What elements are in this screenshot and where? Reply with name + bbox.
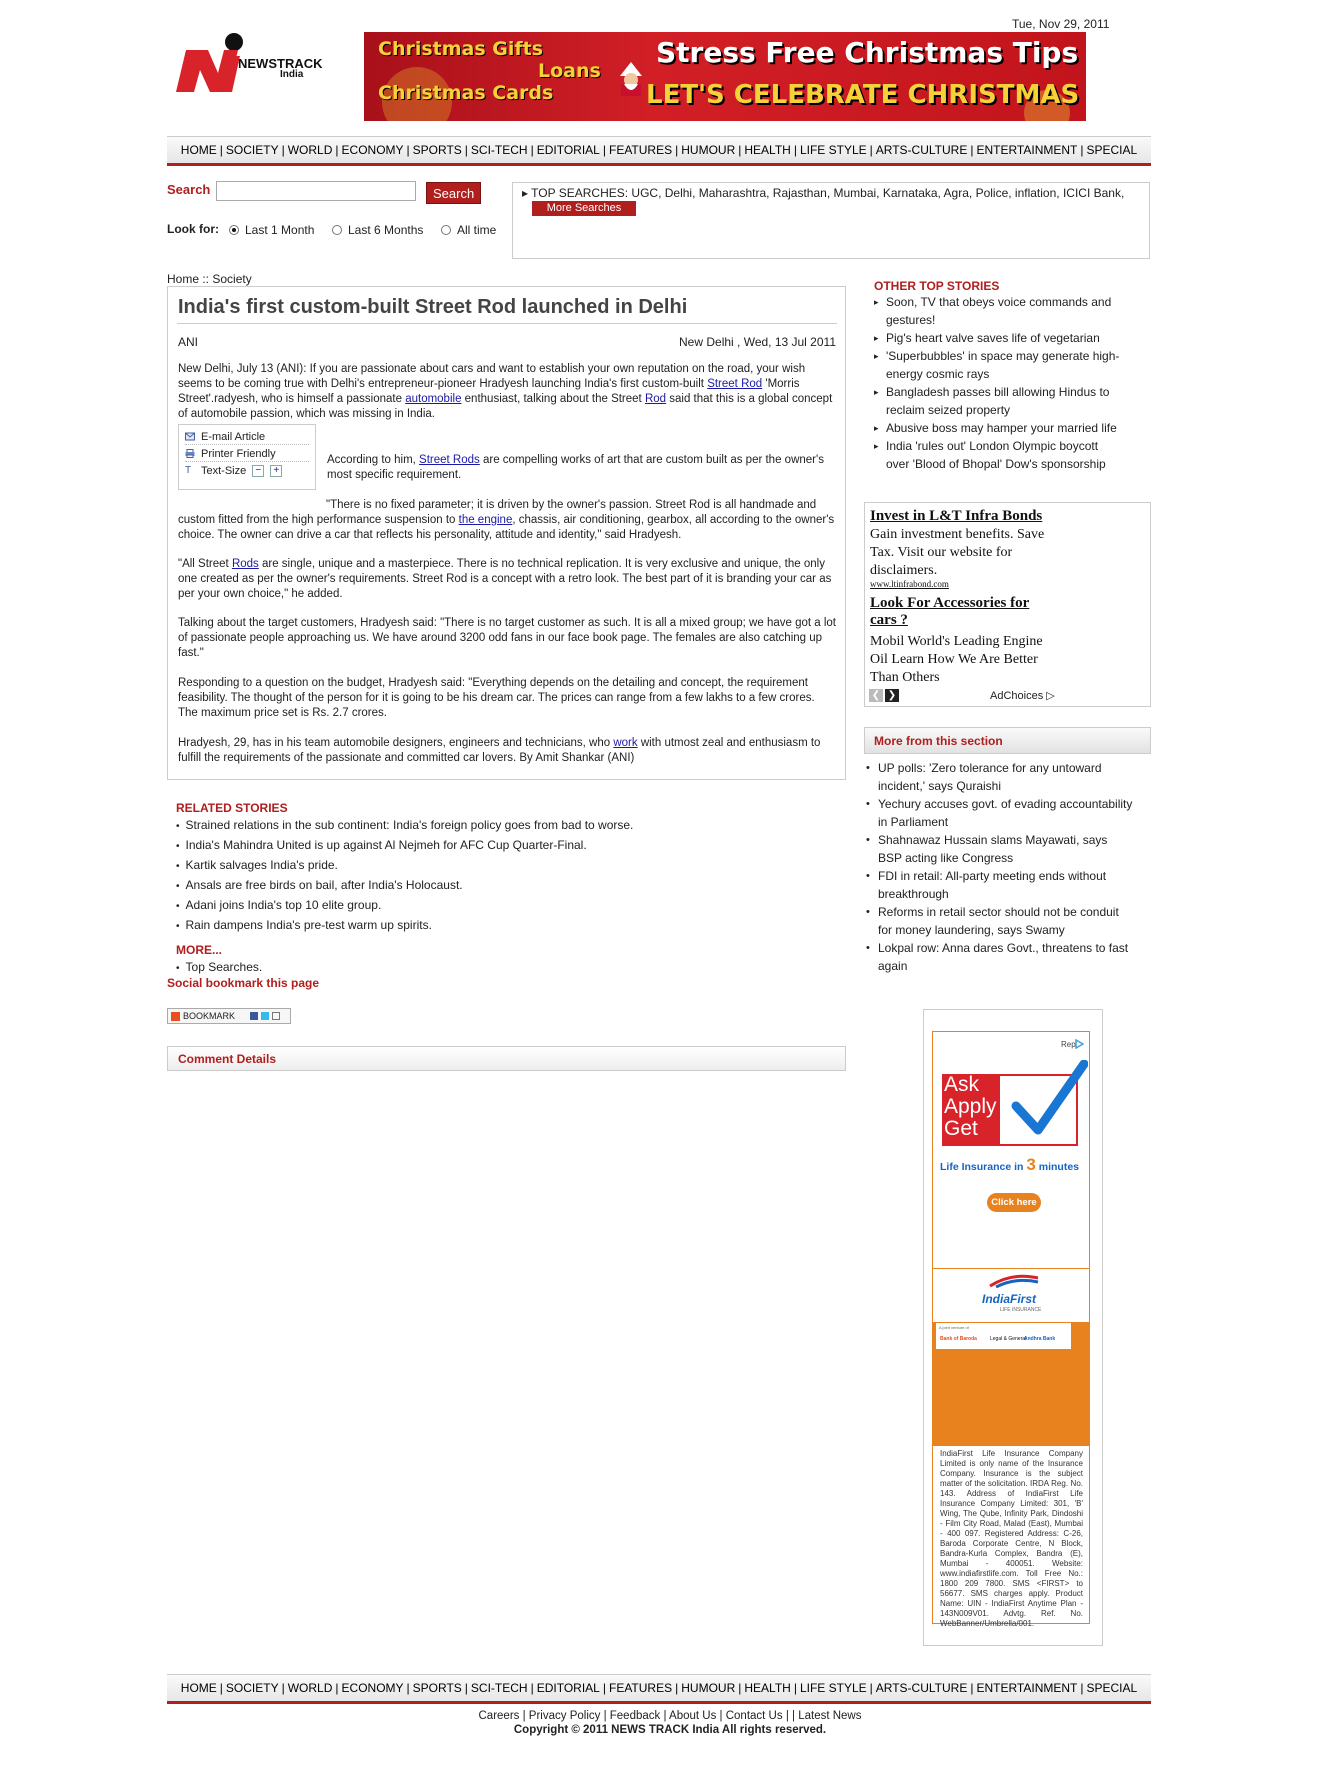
indiafirst-sub: LIFE INSURANCE: [1000, 1307, 1042, 1313]
adchoices-icon: ▷: [1046, 690, 1055, 702]
top-searches-text: [522, 186, 1142, 200]
current-date: Tue, Nov 29, 2011: [1012, 17, 1110, 31]
partner-legal-general: Legal & General: [990, 1336, 1027, 1342]
email-article-link[interactable]: [185, 429, 309, 445]
top-story-link[interactable]: ▸ Abusive boss may hamper your married life: [874, 419, 1124, 437]
ad-next-button[interactable]: ❯: [885, 689, 899, 702]
footer-link[interactable]: Privacy Policy: [528, 1710, 601, 1722]
keyword-link[interactable]: Rod: [644, 393, 667, 405]
nav-separator: |: [793, 143, 797, 157]
nav-separator: |: [602, 143, 606, 157]
nav-separator: |: [530, 143, 534, 157]
site-logo[interactable]: [176, 28, 336, 104]
related-stories-heading: RELATED STORIES: [176, 801, 288, 815]
text: are compelling works of art that are custom built as per the owner's most specific requirement.: [327, 454, 824, 481]
article-title: India's first custom-built Street Rod launched in Delhi: [178, 296, 688, 318]
top-story-link[interactable]: ▸ Bangladesh passes bill allowing Hindus to reclaim seized property: [874, 383, 1124, 419]
nav-separator: |: [675, 143, 679, 157]
nav-separator: |: [406, 1681, 410, 1695]
more-searches-button[interactable]: More Searches: [532, 201, 636, 216]
text: , chassis, air conditioning, gearbox, all according to the owner's choice. The owner can drive a car that reflects his personality, attitude and identity," said Hradyesh.: [178, 514, 835, 541]
footer-separator: |: [716, 1710, 726, 1722]
nav-item[interactable]: LIFE STYLE: [799, 1681, 867, 1695]
nav-item[interactable]: WORLD: [287, 1681, 333, 1695]
section-story-link[interactable]: • Yechury accuses govt. of evading accountability in Parliament: [866, 795, 1134, 831]
facebook-icon: [250, 1012, 258, 1020]
nav-separator: |: [335, 143, 339, 157]
related-story-link[interactable]: • Strained relations in the sub continent: India's foreign policy goes from bad to worse.: [176, 816, 836, 836]
nav-separator: |: [970, 143, 974, 157]
indiafirst-brand: IndiaFirst: [982, 1292, 1037, 1306]
nav-separator: |: [219, 1681, 223, 1695]
footer-links: [0, 1710, 1340, 1722]
nav-separator: |: [464, 1681, 468, 1695]
nav-item[interactable]: SPORTS: [412, 1681, 462, 1695]
nav-separator: |: [738, 143, 742, 157]
nav-item[interactable]: SPECIAL: [1086, 143, 1138, 157]
tool-label: E-mail Article: [201, 430, 266, 443]
nav-item[interactable]: HEALTH: [744, 1681, 791, 1695]
text: enthusiast, talking about the Street: [461, 393, 645, 405]
footer-separator: |: [660, 1710, 670, 1722]
ad-apply: Apply: [944, 1095, 997, 1118]
search-input[interactable]: [216, 181, 416, 201]
nav-separator: |: [281, 143, 285, 157]
top-story-link[interactable]: ▸ 'Superbubbles' in space may generate high-energy cosmic rays: [874, 347, 1124, 383]
nav-item[interactable]: ECONOMY: [341, 1681, 404, 1695]
nav-separator: |: [219, 143, 223, 157]
nav-separator: |: [406, 143, 410, 157]
text-size-control: [185, 463, 309, 478]
logo-wordmark: NEWSTRACK: [238, 56, 323, 71]
article-paragraph: Responding to a question on the budget, Hradyesh said: "Everything depends on the detailing and concept, the requirement feasibility. The thought of the person for it is going to be his dream car. The prices can range from a few lakhs to a few crores. The maximum price set is Rs. 2.7 crores.: [178, 677, 815, 719]
ad-link-accessories[interactable]: Look For Accessories for cars ?: [870, 595, 1030, 628]
text: Life Insurance in: [940, 1161, 1027, 1173]
ad-url[interactable]: www.ltinfrabond.com: [870, 579, 949, 589]
adchoices-label: AdChoices: [990, 690, 1044, 702]
footer-link[interactable]: Latest News: [798, 1710, 862, 1722]
article-tools: [178, 424, 316, 490]
adchoices-icon[interactable]: [1074, 1038, 1084, 1048]
footer-link[interactable]: Careers: [478, 1710, 520, 1722]
more-from-section-list: [866, 759, 1134, 975]
article-paragraph: [178, 736, 836, 766]
article-paragraph: Talking about the target customers, Hradyesh said: "There is no target customer as such. It is all a mixed group; we have got a lot of passionate people approaching us. We have around 3200 odd fans in our face book page. The females are also catching up fast.": [178, 617, 836, 659]
article-paragraph: [178, 498, 836, 543]
email-icon: [272, 1012, 280, 1020]
text: with utmost zeal and enthusiasm to fulfill the requirements of the passionate and committed car lovers. By Amit Shankar (ANI): [178, 737, 821, 764]
nav-item[interactable]: ARTS-CULTURE: [875, 1681, 968, 1695]
click-here-button[interactable]: Click here: [987, 1193, 1041, 1212]
text: are single, unique and a masterpiece. There is no technical replication. It is very exclusive and unique, the only one created as per the owner's requirements. Street Rod is a concept with a retro look. The best part of it is branding your car as per your own choice," he added.: [178, 558, 832, 600]
keyword-link[interactable]: Street Rods: [419, 454, 480, 466]
radio-label: All time: [457, 223, 497, 237]
email-icon: [185, 432, 195, 441]
related-stories-list: [176, 816, 836, 936]
twitter-icon: [261, 1012, 269, 1020]
footer-separator: |: [792, 1710, 799, 1722]
other-top-stories-list: [874, 293, 1124, 473]
partner-bank-of-baroda: Bank of Baroda: [940, 1336, 977, 1342]
related-story-link[interactable]: • Rain dampens India's pre-test warm up spirits.: [176, 916, 836, 936]
more-list: [176, 958, 262, 978]
nav-separator: |: [530, 1681, 534, 1695]
text: "There is no fixed parameter; it is driven by the owner's passion. Street Rod is all handmade and custom fitted from the high performance suspension to: [178, 499, 817, 526]
keyword-link[interactable]: work: [613, 737, 638, 749]
nav-item[interactable]: ENTERTAINMENT: [976, 143, 1078, 157]
ad-get: Get: [944, 1117, 978, 1140]
tool-label: Printer Friendly: [201, 447, 276, 460]
nav-item[interactable]: HOME: [180, 1681, 217, 1695]
ad-disclaimer: IndiaFirst Life Insurance Company Limited is only name of the Insurance Company. Insurance is the subject matter of the solicitation. IRDA Reg. No. 143. Address of IndiaFirst Life Insurance Company Limited: 301, 'B' Wing, The Qube, Infinity Park, Dindoshi - Film City Road, Malad (East), Mumbai - 400 097. Registered Address: C-26, Baroda Corporate Centre, N Block, Bandra-Kurla Complex, Bandra (E), Mumbai - 400051. Website: www.indiafirstlife.com. Toll Free No.: 1800 209 7800. SMS <FIRST> to 56677. SMS charges apply. Product Name: UIN - IndiaFirst Anytime Plan - 143N009V01. Advtg. Ref. No. WebBanner/Umbrella/001.: [940, 1449, 1083, 1628]
adchoices-link[interactable]: [990, 689, 1055, 702]
nav-item[interactable]: HUMOUR: [681, 1681, 736, 1695]
section-story-link[interactable]: • Lokpal row: Anna dares Govt., threatens to fast again: [866, 939, 1134, 975]
text: 3: [1026, 1155, 1036, 1174]
text-size-icon: T: [185, 465, 192, 476]
ad-ask: Ask: [944, 1073, 980, 1096]
social-bookmark-heading: Social bookmark this page: [167, 976, 320, 990]
text: Hradyesh, 29, has in his team automobile designers, engineers and technicians, who: [178, 737, 614, 749]
top-story-link[interactable]: ▸ Pig's heart valve saves life of vegetarian: [874, 329, 1124, 347]
divider: [177, 323, 837, 324]
text: "All Street: [178, 558, 232, 570]
top-story-link[interactable]: ▸ Soon, TV that obeys voice commands and gestures!: [874, 293, 1124, 329]
nav-item[interactable]: SOCIETY: [225, 143, 279, 157]
nav-separator: |: [738, 1681, 742, 1695]
nav-item[interactable]: SCI-TECH: [470, 1681, 528, 1695]
footer-separator: |: [519, 1710, 529, 1722]
nav-separator: |: [281, 1681, 285, 1695]
article-paragraph: [327, 453, 827, 483]
nav-item[interactable]: SPECIAL: [1086, 1681, 1138, 1695]
section-story-link[interactable]: • Shahnawaz Hussain slams Mayawati, says BSP acting like Congress: [866, 831, 1134, 867]
ad-text: Mobil World's Leading Engine Oil Learn How We Are Better Than Others: [870, 634, 1043, 685]
nav-item[interactable]: FEATURES: [608, 143, 673, 157]
section-story-link[interactable]: • UP polls: 'Zero tolerance for any untoward incident,' says Quraishi: [866, 759, 1134, 795]
nav-item[interactable]: ECONOMY: [341, 143, 404, 157]
nav-separator: |: [869, 143, 873, 157]
radio-icon: [332, 225, 342, 235]
footer-link[interactable]: About Us: [669, 1710, 717, 1722]
related-story-link[interactable]: • Adani joins India's top 10 elite group.: [176, 896, 836, 916]
text-ad-box: [864, 502, 1151, 707]
radio-all-time[interactable]: [441, 223, 496, 237]
banner-christmas-gifts: Christmas Gifts: [378, 38, 544, 60]
share-icon: [171, 1012, 180, 1021]
radio-last-6-months[interactable]: [332, 223, 423, 237]
ad-link-lt-bonds[interactable]: Invest in L&T Infra Bonds: [870, 508, 1043, 524]
nav-item[interactable]: ENTERTAINMENT: [976, 1681, 1078, 1695]
divider: [933, 1268, 1089, 1269]
banner-christmas-cards: Christmas Cards: [378, 82, 554, 104]
section-story-link[interactable]: • Reforms in retail sector should not be conduit for money laundering, says Swamy: [866, 903, 1134, 939]
nav-item[interactable]: FEATURES: [608, 1681, 673, 1695]
ad-corner-label: Rep: [1061, 1040, 1076, 1049]
nav-item[interactable]: HOME: [180, 143, 217, 157]
nav-separator: |: [675, 1681, 679, 1695]
top-searches-link[interactable]: • Top Searches.: [176, 958, 262, 978]
nav-item[interactable]: HUMOUR: [681, 143, 736, 157]
banner-stress-free: Stress Free Christmas Tips: [656, 36, 1079, 69]
nav-item[interactable]: SCI-TECH: [470, 143, 528, 157]
text: said that this is a global concept of automobile passion, which was missing in India.: [178, 393, 833, 420]
nav-item[interactable]: SOCIETY: [225, 1681, 279, 1695]
top-searches-list[interactable]: TOP SEARCHES: UGC, Delhi, Maharashtra, Rajasthan, Mumbai, Karnataka, Agra, Police, inflation, ICICI Bank,: [531, 186, 1125, 200]
keyword-link[interactable]: automobile: [405, 393, 462, 405]
other-top-stories-heading: OTHER TOP STORIES: [874, 279, 1000, 293]
nav-item[interactable]: LIFE STYLE: [799, 143, 867, 157]
footer-link[interactable]: Feedback: [609, 1710, 661, 1722]
article-dateline: New Delhi , Wed, 13 Jul 2011: [679, 335, 836, 349]
partners-label: A joint venture of: [939, 1325, 969, 1330]
radio-last-1-month[interactable]: [229, 223, 314, 237]
comment-details-heading[interactable]: Comment Details: [178, 1052, 277, 1066]
breadcrumb[interactable]: Home :: Society: [167, 272, 252, 286]
article-source: ANI: [178, 335, 199, 349]
related-story-link[interactable]: • Kartik salvages India's pride.: [176, 856, 836, 876]
nav-item[interactable]: ARTS-CULTURE: [875, 143, 968, 157]
footer-nav: [167, 1674, 1151, 1704]
radio-selected-icon: [229, 225, 239, 235]
keyword-link[interactable]: the engine: [458, 514, 513, 526]
nav-item[interactable]: EDITORIAL: [536, 143, 600, 157]
footer-separator: |: [600, 1710, 610, 1722]
nav-separator: |: [1080, 1681, 1084, 1695]
article-paragraph: [178, 557, 836, 602]
more-link[interactable]: MORE...: [176, 943, 223, 957]
nav-separator: |: [793, 1681, 797, 1695]
text: New Delhi, July 13 (ANI): If you are passionate about cars and want to establish your own reputation on the road, your wish seems to be coming true with Delhi's entrepreneur-pioneer Hradyesh launching India's first custom-built: [178, 363, 806, 390]
banner-loans: Loans: [538, 60, 601, 82]
radio-icon: [441, 225, 451, 235]
nav-item[interactable]: EDITORIAL: [536, 1681, 600, 1695]
radio-label: Last 1 Month: [245, 223, 315, 237]
printer-icon: [185, 449, 195, 458]
nav-item[interactable]: HEALTH: [744, 143, 791, 157]
arrow-icon: ▸: [522, 186, 529, 200]
article-paragraph: [178, 362, 836, 422]
printer-friendly-link[interactable]: [185, 446, 309, 462]
related-story-link[interactable]: • India's Mahindra United is up against Al Nejmeh for AFC Cup Quarter-Final.: [176, 836, 836, 856]
main-nav: [167, 136, 1151, 166]
related-story-link[interactable]: • Ansals are free birds on bail, after India's Holocaust.: [176, 876, 836, 896]
indiafirst-logo-icon: [982, 1274, 1040, 1288]
bookmark-label: BOOKMARK: [183, 1011, 236, 1021]
search-button[interactable]: Search: [426, 182, 481, 204]
nav-separator: |: [602, 1681, 606, 1695]
increase-text-button[interactable]: +: [270, 465, 282, 477]
text: 'Morris Street'.radyesh, who is himself a passionate: [178, 378, 800, 405]
search-label: Search: [167, 182, 211, 197]
nav-item[interactable]: WORLD: [287, 143, 333, 157]
top-story-link[interactable]: ▸ India 'rules out' London Olympic boycott over 'Blood of Bhopal' Dow's sponsorship: [874, 437, 1124, 473]
bookmark-button[interactable]: [167, 1008, 291, 1024]
ad-text: Gain investment benefits. Save Tax. Visit our website for disclaimers.: [870, 527, 1045, 578]
nav-item[interactable]: SPORTS: [412, 143, 462, 157]
copyright: Copyright © 2011 NEWS TRACK India All rights reserved.: [513, 1724, 827, 1736]
checkmark-icon: [1010, 1060, 1088, 1140]
footer-separator: |: [782, 1710, 793, 1722]
logo-subtext: India: [280, 69, 304, 80]
banner-celebrate: LET'S CELEBRATE CHRISTMAS: [646, 80, 1080, 110]
nav-separator: |: [970, 1681, 974, 1695]
santa-icon: [618, 62, 644, 96]
partner-andhra-bank: Andhra Bank: [1024, 1336, 1056, 1342]
nav-separator: |: [869, 1681, 873, 1695]
keyword-link[interactable]: Rods: [231, 558, 259, 570]
tool-label: Text-Size: [201, 464, 247, 477]
footer-link[interactable]: Contact Us: [725, 1710, 783, 1722]
ad-tagline: [940, 1155, 1085, 1175]
radio-label: Last 6 Months: [348, 223, 424, 237]
text: According to him,: [327, 454, 420, 466]
christmas-banner-ad[interactable]: [364, 32, 1086, 121]
keyword-link[interactable]: Street Rod: [707, 378, 763, 390]
more-from-section-heading: More from this section: [874, 734, 1003, 748]
ad-prev-button[interactable]: ❮: [869, 689, 883, 702]
section-story-link[interactable]: • FDI in retail: All-party meeting ends without breakthrough: [866, 867, 1134, 903]
nav-separator: |: [1080, 143, 1084, 157]
text: minutes: [1035, 1161, 1080, 1173]
lookfor-label: Look for:: [167, 222, 219, 236]
nav-separator: |: [464, 143, 468, 157]
nav-separator: |: [335, 1681, 339, 1695]
decrease-text-button[interactable]: −: [252, 465, 264, 477]
